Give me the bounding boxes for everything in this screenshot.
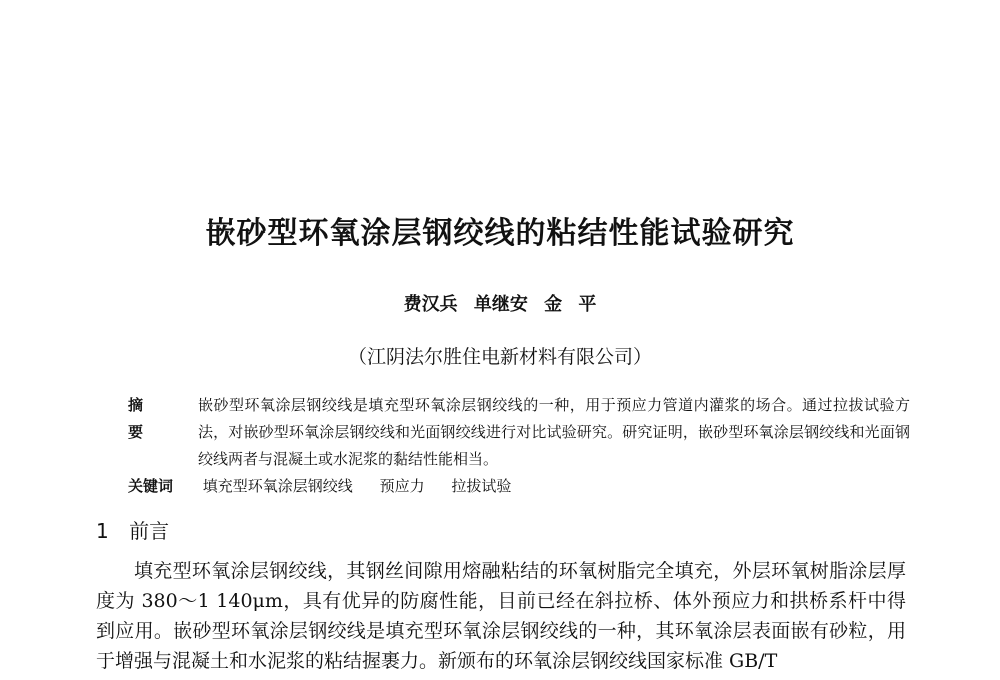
affiliation: （江阴法尔胜住电新材料有限公司）	[347, 346, 652, 368]
section-title: 前言	[129, 519, 170, 543]
abstract-text: 嵌砂型环氧涂层钢绞线是填充型环氧涂层钢绞线的一种，用于预应力管道内灌浆的场合。通过拉拔试验方法，对嵌砂型环氧涂层钢绞线和光面钢绞线进行对比试验研究。研究证明，嵌砂型环氧涂层钢绞线和光面钢绞线两者与混凝土或水泥浆的黏结性能相当。	[198, 396, 910, 468]
section-number: 1	[96, 519, 109, 543]
section-heading	[96, 515, 169, 544]
author-2: 单继安	[473, 294, 528, 315]
abstract	[128, 392, 910, 473]
keywords	[128, 474, 910, 498]
abstract-label: 摘 要	[128, 396, 158, 441]
keywords-label: 关键词	[128, 477, 174, 495]
keyword-2: 预应力	[379, 477, 425, 495]
paper-title: 嵌砂型环氧涂层钢绞线的粘结性能试验研究	[205, 216, 795, 251]
author-1: 费汉兵	[403, 294, 458, 315]
keyword-1: 填充型环氧涂层钢绞线	[202, 477, 353, 495]
keyword-3: 拉拔试验	[451, 477, 512, 495]
body-paragraph: 填充型环氧涂层钢绞线，其钢丝间隙用熔融粘结的环氧树脂完全填充，外层环氧树脂涂层厚度为 380～1 140μm，具有优异的防腐性能，目前已经在斜拉桥、体外预应力和拱桥系杆中得到应用。嵌砂型环氧涂层钢绞线是填充型环氧涂层钢绞线的一种，其环氧涂层表面嵌有砂粒，用于增强与混凝土和水泥浆的粘结握裹力。新颁布的环氧涂层钢绞线国家标准 GB/T	[96, 560, 906, 672]
author-3: 金 平	[544, 294, 597, 315]
authors	[0, 290, 1000, 316]
